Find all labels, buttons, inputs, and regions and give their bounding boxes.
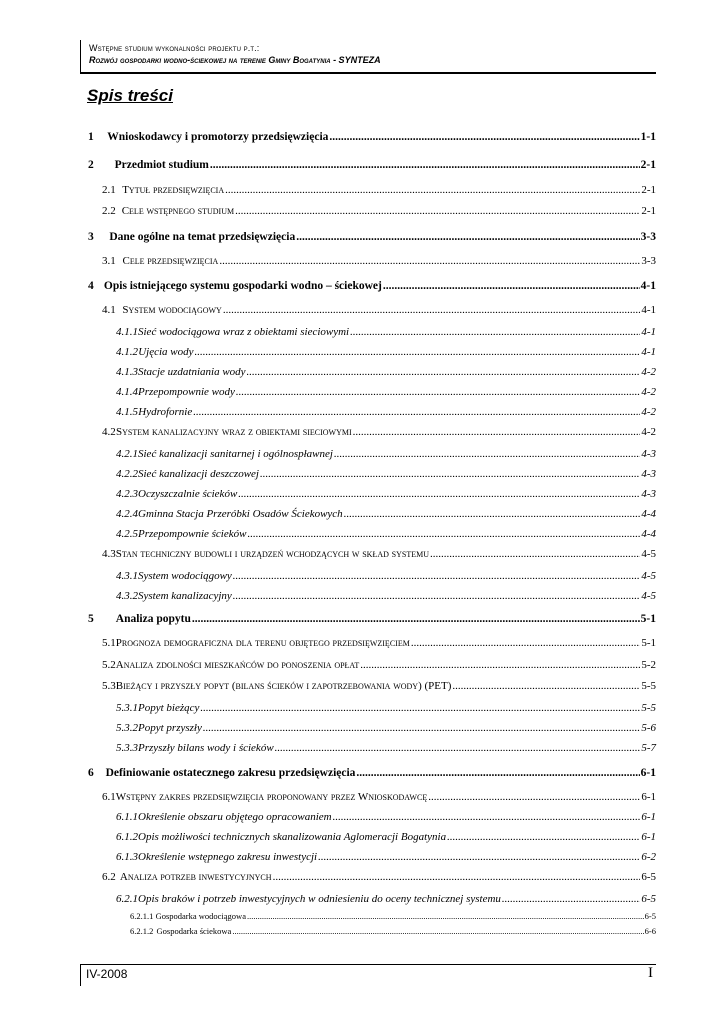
toc-dot-leader	[356, 767, 639, 779]
toc-entry-title: Oczyszczalnie ścieków	[138, 488, 238, 500]
toc-entry-number: 6.1.2	[116, 831, 138, 843]
toc-entry-number: 5.2	[102, 659, 116, 671]
toc-entry-page: 4-3	[641, 488, 656, 500]
toc-entry-title: Definiowanie ostatecznego zakresu przedsięwzięcia	[105, 767, 356, 779]
toc-entry[interactable]	[116, 386, 656, 398]
toc-entry-title: Przepompownie ścieków	[138, 528, 247, 540]
toc-entry[interactable]	[88, 613, 656, 625]
toc-entry-number: 4.1.1	[116, 326, 138, 338]
toc-entry-page: 6-6	[644, 926, 656, 936]
toc-dot-leader	[210, 159, 640, 171]
toc-entry-page: 4-2	[641, 406, 656, 418]
toc-entry[interactable]	[116, 570, 656, 582]
toc-entry-title: System wodociągowy	[138, 570, 232, 582]
toc-entry[interactable]	[116, 590, 656, 602]
toc-entry-title: Gminna Stacja Przeróbki Osadów Ściekowych	[138, 508, 343, 520]
toc-entry-title: Gospodarka ściekowa	[156, 926, 232, 936]
toc-entry-page: 6-1	[641, 791, 656, 803]
toc-entry-number: 4.3.2	[116, 590, 138, 602]
toc-entry-number: 4.2.2	[116, 468, 138, 480]
toc-entry-page: 6-2	[641, 851, 656, 863]
toc-dot-leader	[193, 406, 640, 418]
toc-entry-title: Dane ogólne na temat przedsięwzięcia	[109, 231, 296, 243]
toc-entry-page: 5-1	[641, 637, 656, 649]
toc-entry-page: 4-2	[641, 386, 656, 398]
toc-entry-page: 5-5	[641, 702, 656, 714]
toc-entry-title: Opis istniejącego systemu gospodarki wodno – ściekowej	[103, 280, 382, 292]
toc-entry-title: Sieć kanalizacji sanitarnej i ogólnospławnej	[138, 448, 333, 460]
toc-entry-title: Sieć wodociągowa wraz z obiektami sieciowymi	[138, 326, 350, 338]
toc-entry-number: 2.2	[102, 205, 116, 217]
toc-entry-number: 6.2.1.1	[130, 911, 154, 921]
toc-entry[interactable]	[116, 366, 656, 378]
toc-dot-leader	[223, 304, 640, 316]
toc-entry-title: Opis braków i potrzeb inwestycyjnych w odniesieniu do oceny technicznej systemu	[138, 893, 501, 905]
toc-entry-page: 1-1	[640, 131, 656, 143]
toc-dot-leader	[275, 742, 641, 754]
toc-entry-title: Stan techniczny budowli i urządzeń wchodzących w skład systemu	[115, 548, 429, 560]
toc-entry[interactable]	[88, 280, 656, 292]
toc-entry-number: 5.3.1	[116, 702, 138, 714]
toc-dot-leader	[195, 346, 641, 358]
toc-entry-page: 6-5	[644, 911, 656, 921]
toc-entry[interactable]	[116, 851, 656, 863]
toc-entry-number: 3.1	[102, 255, 116, 267]
toc-entry[interactable]	[116, 406, 656, 418]
toc-dot-leader	[411, 637, 641, 649]
toc-entry[interactable]	[116, 346, 656, 358]
toc-entry[interactable]	[116, 528, 656, 540]
toc-entry-number: 6.2.1	[116, 893, 138, 905]
toc-entry-page: 2-1	[641, 205, 656, 217]
toc-entry-number: 4.2.3	[116, 488, 138, 500]
toc-entry-page: 3-3	[640, 231, 656, 243]
toc-entry[interactable]	[116, 893, 656, 905]
toc-entry-title: Stacje uzdatniania wody	[138, 366, 246, 378]
toc-entry-number: 4.2.1	[116, 448, 138, 460]
toc-entry[interactable]	[102, 548, 656, 560]
toc-entry-title: Przepompownie wody	[138, 386, 235, 398]
toc-entry[interactable]	[88, 159, 656, 171]
toc-entry[interactable]	[102, 205, 656, 217]
toc-dot-leader	[247, 911, 644, 921]
toc-entry-page: 4-5	[641, 590, 656, 602]
toc-entry-number: 3	[88, 231, 94, 243]
toc-entry[interactable]	[88, 131, 656, 143]
toc-entry[interactable]	[88, 767, 656, 779]
toc-entry-number: 5.3	[102, 680, 116, 692]
toc-entry-page: 4-1	[641, 326, 656, 338]
toc-dot-leader	[235, 205, 640, 217]
toc-entry-number: 4.3.1	[116, 570, 138, 582]
toc-dot-leader	[350, 326, 640, 338]
toc-dot-leader	[502, 893, 640, 905]
toc-entry-title: Określenie wstępnego zakresu inwestycji	[138, 851, 318, 863]
toc-entry-title: Przyszły bilans wody i ścieków	[138, 742, 274, 754]
toc-entry-title: Cele przedsięwzięcia	[122, 255, 219, 267]
toc-entry-title: Sieć kanalizacji deszczowej	[138, 468, 259, 480]
toc-entry-number: 4.2.5	[116, 528, 138, 540]
toc-dot-leader	[430, 548, 640, 560]
toc-entry-title: Analiza potrzeb inwestycyjnych	[119, 871, 272, 883]
toc-entry[interactable]	[116, 468, 656, 480]
header-line-2: Rozwój gospodarki wodno-ściekowej na terenie Gminy Bogatynia - SYNTEZA	[89, 55, 381, 65]
toc-entry-number: 4.1.5	[116, 406, 138, 418]
toc-dot-leader	[232, 926, 643, 936]
toc-entry-number: 6.2.1.2	[130, 926, 154, 936]
toc-dot-leader	[233, 570, 641, 582]
toc-entry[interactable]	[116, 508, 656, 520]
toc-entry-title: Wnioskodawcy i promotorzy przedsięwzięcia	[107, 131, 329, 143]
page-footer	[80, 964, 656, 986]
toc-entry-page: 5-5	[641, 680, 656, 692]
toc-entry-page: 4-1	[641, 304, 656, 316]
toc-entry[interactable]	[102, 659, 656, 671]
toc-entry[interactable]	[116, 811, 656, 823]
toc-entry-page: 6-1	[641, 811, 656, 823]
toc-entry-title: Wstępny zakres przedsięwzięcia proponowany przez Wnioskodawcę	[115, 791, 428, 803]
toc-entry-number: 4.2	[102, 426, 116, 438]
toc-entry-title: Analiza zdolności mieszkańców do ponoszenia opłat	[115, 659, 360, 671]
toc-dot-leader	[247, 366, 641, 378]
toc-dot-leader	[333, 811, 641, 823]
toc-entry-number: 4.2.4	[116, 508, 138, 520]
toc-entry-number: 5.3.2	[116, 722, 138, 734]
toc-entry-number: 4.1.3	[116, 366, 138, 378]
toc-entry[interactable]	[102, 871, 656, 883]
toc-dot-leader	[383, 280, 640, 292]
toc-entry-page: 4-1	[641, 346, 656, 358]
toc-entry-title: Ujęcia wody	[138, 346, 194, 358]
toc-dot-leader	[236, 386, 640, 398]
toc-entry-number: 5	[88, 613, 94, 625]
toc-entry-title: Popyt bieżący	[138, 702, 200, 714]
toc-entry-number: 4.1.4	[116, 386, 138, 398]
toc-entry-number: 5.3.3	[116, 742, 138, 754]
toc-dot-leader	[192, 613, 640, 625]
toc-entry[interactable]	[102, 637, 656, 649]
toc-entry-page: 4-4	[641, 508, 656, 520]
toc-entry-page: 4-5	[641, 570, 656, 582]
toc-entry-page: 2-1	[640, 159, 656, 171]
toc-entry-title: Przedmiot studium	[114, 159, 209, 171]
toc-entry-page: 5-7	[641, 742, 656, 754]
toc-entry-title: Analiza popytu	[115, 613, 191, 625]
toc-dot-leader	[200, 702, 640, 714]
toc-entry-page: 6-1	[641, 831, 656, 843]
toc-dot-leader	[273, 871, 641, 883]
header-line-1: Wstępne studium wykonalności projektu p.t.:	[89, 43, 260, 53]
toc-dot-leader	[233, 590, 641, 602]
toc-entry[interactable]	[116, 702, 656, 714]
toc-dot-leader	[296, 231, 639, 243]
page-header	[80, 40, 656, 74]
toc-entry-title: Hydrofornie	[138, 406, 193, 418]
toc-entry[interactable]	[102, 304, 656, 316]
footer-page-number: I	[648, 965, 653, 981]
toc-entry-title: System kanalizacyjny wraz z obiektami sieciowymi	[116, 426, 352, 438]
toc-entry[interactable]	[116, 722, 656, 734]
toc-entry-number: 4	[88, 280, 94, 292]
toc-entry-page: 3-3	[641, 255, 656, 267]
toc-dot-leader	[353, 426, 641, 438]
toc-entry-title: Cele wstępnego studium	[121, 205, 235, 217]
toc-entry[interactable]	[130, 926, 656, 936]
toc-entry-page: 4-5	[641, 548, 656, 560]
toc-entry[interactable]	[116, 831, 656, 843]
toc-entry[interactable]	[102, 184, 656, 196]
toc-entry-title: System kanalizacyjny	[138, 590, 232, 602]
toc-entry-page: 2-1	[641, 184, 656, 196]
toc-dot-leader	[344, 508, 641, 520]
toc-dot-leader	[203, 722, 640, 734]
toc-dot-leader	[260, 468, 640, 480]
toc-entry[interactable]	[116, 742, 656, 754]
toc-entry-title: Bieżący i przyszły popyt (bilans ścieków i zapotrzebowania wody) (PET)	[115, 680, 452, 692]
toc-entry-page: 4-1	[640, 280, 656, 292]
toc-entry[interactable]	[102, 680, 656, 692]
toc-entry-number: 6.2	[102, 871, 116, 883]
page-title: Spis treści	[87, 86, 173, 105]
toc-entry-page: 6-5	[641, 871, 656, 883]
toc-dot-leader	[247, 528, 640, 540]
toc-dot-leader	[219, 255, 640, 267]
toc-entry-title: Popyt przyszły	[138, 722, 202, 734]
toc-dot-leader	[452, 680, 640, 692]
toc-entry-number: 5.1	[102, 637, 116, 649]
toc-entry-number: 4.1.2	[116, 346, 138, 358]
toc-entry-number: 2	[88, 159, 94, 171]
toc-entry-number: 6	[88, 767, 94, 779]
toc-dot-leader	[334, 448, 640, 460]
toc-entry-page: 4-4	[641, 528, 656, 540]
toc-entry-page: 4-3	[641, 448, 656, 460]
toc-dot-leader	[329, 131, 639, 143]
toc-entry-page: 4-2	[641, 366, 656, 378]
toc-dot-leader	[447, 831, 640, 843]
toc-entry[interactable]	[116, 326, 656, 338]
toc-entry-title: Opis możliwości technicznych skanalizowania Aglomeracji Bogatynia	[138, 831, 447, 843]
toc-entry-page: 4-3	[641, 468, 656, 480]
toc-entry[interactable]	[116, 488, 656, 500]
toc-entry[interactable]	[102, 255, 656, 267]
toc-entry[interactable]	[130, 911, 656, 921]
toc-dot-leader	[318, 851, 640, 863]
toc-entry-page: 5-2	[641, 659, 656, 671]
toc-dot-leader	[428, 791, 640, 803]
toc-entry-title: Gospodarka wodociągowa	[155, 911, 246, 921]
toc-entry[interactable]	[88, 231, 656, 243]
toc-entry[interactable]	[116, 448, 656, 460]
toc-entry-number: 6.1.3	[116, 851, 138, 863]
toc-entry-title: Określenie obszaru objętego opracowaniem	[138, 811, 332, 823]
toc-entry[interactable]	[102, 426, 656, 438]
toc-entry-page: 5-6	[641, 722, 656, 734]
toc-entry-number: 4.1	[102, 304, 116, 316]
toc-entry-page: 5-1	[640, 613, 656, 625]
toc-entry-title: Tytuł przedsięwzięcia	[122, 184, 225, 196]
toc-entry-page: 4-2	[641, 426, 656, 438]
toc-entry-number: 1	[88, 131, 94, 143]
toc-dot-leader	[360, 659, 640, 671]
toc-entry[interactable]	[102, 791, 656, 803]
toc-entry-page: 6-1	[640, 767, 656, 779]
toc-entry-number: 4.3	[102, 548, 116, 560]
toc-entry-title: Prognoza demograficzna dla terenu objętego przedsięwzięciem	[115, 637, 410, 649]
toc-entry-page: 6-5	[641, 893, 656, 905]
toc-entry-number: 6.1	[102, 791, 116, 803]
toc-entry-number: 6.1.1	[116, 811, 138, 823]
footer-date: IV-2008	[86, 967, 128, 981]
toc-dot-leader	[225, 184, 640, 196]
toc-dot-leader	[238, 488, 640, 500]
toc-entry-number: 2.1	[102, 184, 116, 196]
toc-entry-title: System wodociągowy	[122, 304, 222, 316]
